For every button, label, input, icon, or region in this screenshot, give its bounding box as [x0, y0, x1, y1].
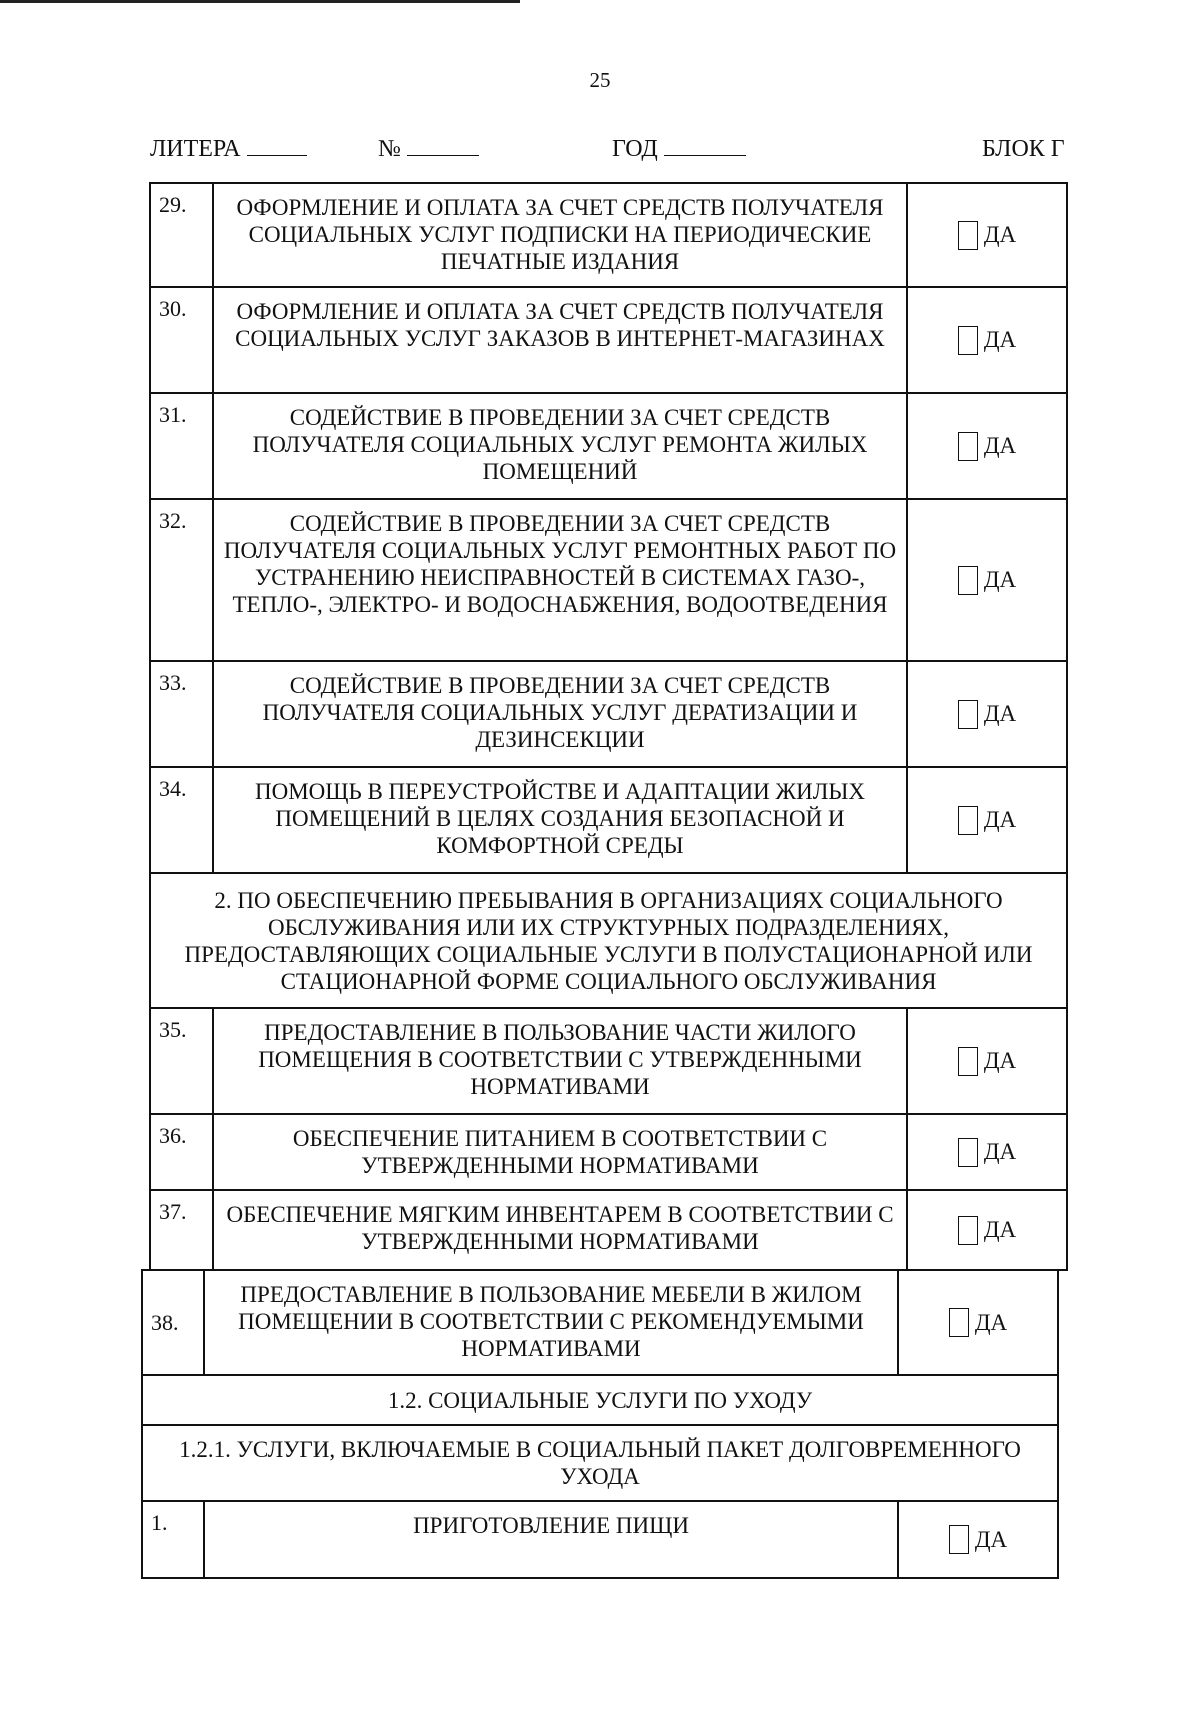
row-number: 37.	[151, 1191, 214, 1269]
yes-checkbox[interactable]	[908, 288, 1066, 392]
checkbox-square-icon[interactable]	[958, 806, 978, 835]
row-text: ОБЕСПЕЧЕНИЕ МЯГКИМ ИНВЕНТАРЕМ В СООТВЕТСТВИИ С УТВЕРЖДЕННЫМИ НОРМАТИВАМИ	[214, 1191, 908, 1269]
row-text: ПРЕДОСТАВЛЕНИЕ В ПОЛЬЗОВАНИЕ ЧАСТИ ЖИЛОГО ПОМЕЩЕНИЯ В СООТВЕТСТВИИ С УТВЕРЖДЕННЫМИ НОРМАТИВАМИ	[214, 1009, 908, 1113]
yes-label: ДА	[983, 567, 1017, 592]
yes-checkbox[interactable]	[908, 184, 1066, 286]
row-text: СОДЕЙСТВИЕ В ПРОВЕДЕНИИ ЗА СЧЕТ СРЕДСТВ ПОЛУЧАТЕЛЯ СОЦИАЛЬНЫХ УСЛУГ РЕМОНТА ЖИЛЫХ ПОМЕЩЕНИЙ	[214, 394, 908, 498]
row-text: ПОМОЩЬ В ПЕРЕУСТРОЙСТВЕ И АДАПТАЦИИ ЖИЛЫХ ПОМЕЩЕНИЙ В ЦЕЛЯХ СОЗДАНИЯ БЕЗОПАСНОЙ И КОМФОРТНОЙ СРЕДЫ	[214, 768, 908, 872]
row-text: СОДЕЙСТВИЕ В ПРОВЕДЕНИИ ЗА СЧЕТ СРЕДСТВ ПОЛУЧАТЕЛЯ СОЦИАЛЬНЫХ УСЛУГ РЕМОНТНЫХ РАБОТ ПО УСТРАНЕНИЮ НЕИСПРАВНОСТЕЙ В СИСТЕМАХ ГАЗО-, ТЕПЛО-, ЭЛЕКТРО- И ВОДОСНАБЖЕНИЯ, ВОДООТВЕДЕНИЯ	[214, 500, 908, 660]
checkbox-square-icon[interactable]	[958, 700, 978, 729]
number-label: №	[378, 136, 401, 162]
row-text: ОФОРМЛЕНИЕ И ОПЛАТА ЗА СЧЕТ СРЕДСТВ ПОЛУЧАТЕЛЯ СОЦИАЛЬНЫХ УСЛУГ ПОДПИСКИ НА ПЕРИОДИЧЕСКИЕ ПЕЧАТНЫЕ ИЗДАНИЯ	[214, 184, 908, 286]
service-row	[149, 1191, 1068, 1271]
yes-checkbox[interactable]	[908, 500, 1066, 660]
row-number: 32.	[151, 500, 214, 660]
litera-field	[150, 136, 307, 163]
service-row	[141, 1502, 1059, 1579]
service-row	[149, 768, 1068, 874]
checkbox-square-icon[interactable]	[958, 221, 978, 250]
service-row	[149, 1115, 1068, 1191]
year-blank[interactable]	[664, 137, 746, 156]
row-text: ПРИГОТОВЛЕНИЕ ПИЩИ	[205, 1502, 899, 1577]
yes-checkbox[interactable]	[908, 768, 1066, 872]
checkbox-square-icon[interactable]	[958, 326, 978, 355]
checkbox-square-icon[interactable]	[949, 1308, 969, 1337]
yes-checkbox[interactable]	[908, 662, 1066, 766]
row-text: ПРЕДОСТАВЛЕНИЕ В ПОЛЬЗОВАНИЕ МЕБЕЛИ В ЖИЛОМ ПОМЕЩЕНИИ В СООТВЕТСТВИИ С РЕКОМЕНДУЕМЫМИ НОРМАТИВАМИ	[205, 1271, 899, 1374]
yes-checkbox[interactable]	[899, 1271, 1057, 1374]
row-number: 38.	[143, 1271, 205, 1374]
yes-label: ДА	[983, 1217, 1017, 1242]
row-text: ОБЕСПЕЧЕНИЕ ПИТАНИЕМ В СООТВЕТСТВИИ С УТВЕРЖДЕННЫМИ НОРМАТИВАМИ	[214, 1115, 908, 1189]
checkbox-square-icon[interactable]	[958, 1138, 978, 1167]
row-number: 29.	[151, 184, 214, 286]
service-row	[149, 288, 1068, 394]
yes-label: ДА	[983, 327, 1017, 352]
yes-label: ДА	[983, 1139, 1017, 1164]
checkbox-square-icon[interactable]	[958, 1216, 978, 1245]
yes-label: ДА	[983, 1048, 1017, 1073]
row-number: 36.	[151, 1115, 214, 1189]
checkbox-square-icon[interactable]	[958, 1047, 978, 1076]
row-text: СОДЕЙСТВИЕ В ПРОВЕДЕНИИ ЗА СЧЕТ СРЕДСТВ ПОЛУЧАТЕЛЯ СОЦИАЛЬНЫХ УСЛУГ ДЕРАТИЗАЦИИ И ДЕЗИНСЕКЦИИ	[214, 662, 908, 766]
section-heading-2: 2. ПО ОБЕСПЕЧЕНИЮ ПРЕБЫВАНИЯ В ОРГАНИЗАЦИЯХ СОЦИАЛЬНОГО ОБСЛУЖИВАНИЯ ИЛИ ИХ СТРУКТУРНЫХ ПОДРАЗДЕЛЕНИЯХ, ПРЕДОСТАВЛЯЮЩИХ СОЦИАЛЬНЫЕ УСЛУГИ В ПОЛУСТАЦИОНАРНОЙ ИЛИ СТАЦИОНАРНОЙ ФОРМЕ СОЦИАЛЬНОГО ОБСЛУЖИВАНИЯ	[149, 874, 1068, 1009]
yes-label: ДА	[974, 1309, 1008, 1335]
row-text: ОФОРМЛЕНИЕ И ОПЛАТА ЗА СЧЕТ СРЕДСТВ ПОЛУЧАТЕЛЯ СОЦИАЛЬНЫХ УСЛУГ ЗАКАЗОВ В ИНТЕРНЕТ-МАГАЗИНАХ	[214, 288, 908, 392]
yes-checkbox[interactable]	[908, 1115, 1066, 1189]
service-row	[149, 1009, 1068, 1115]
row-number: 34.	[151, 768, 214, 872]
service-row	[149, 394, 1068, 500]
row-number: 1.	[143, 1502, 205, 1577]
row-number: 31.	[151, 394, 214, 498]
checkbox-square-icon[interactable]	[958, 566, 978, 595]
litera-blank[interactable]	[247, 137, 307, 156]
section-heading-1-2-1: 1.2.1. УСЛУГИ, ВКЛЮЧАЕМЫЕ В СОЦИАЛЬНЫЙ ПАКЕТ ДОЛГОВРЕМЕННОГО УХОДА	[141, 1426, 1059, 1502]
service-row	[149, 182, 1068, 288]
checkbox-square-icon[interactable]	[949, 1525, 969, 1554]
service-row	[149, 500, 1068, 662]
yes-label: ДА	[983, 433, 1017, 458]
yes-checkbox[interactable]	[908, 1009, 1066, 1113]
row-number: 35.	[151, 1009, 214, 1113]
number-field	[378, 136, 479, 163]
row-number: 33.	[151, 662, 214, 766]
litera-label: ЛИТЕРА	[150, 136, 241, 162]
section-heading-1-2: 1.2. СОЦИАЛЬНЫЕ УСЛУГИ ПО УХОДУ	[141, 1376, 1059, 1426]
checkbox-square-icon[interactable]	[958, 432, 978, 461]
yes-label: ДА	[983, 807, 1017, 832]
service-row	[141, 1269, 1059, 1376]
service-row	[149, 662, 1068, 768]
year-field	[612, 136, 746, 163]
yes-checkbox[interactable]	[908, 1191, 1066, 1269]
number-blank[interactable]	[407, 137, 479, 156]
block-label: БЛОК Г	[982, 136, 1065, 162]
scan-top-edge-line	[0, 0, 520, 3]
yes-label: ДА	[974, 1526, 1008, 1552]
page-number: 25	[589, 68, 611, 92]
row-number: 30.	[151, 288, 214, 392]
yes-checkbox[interactable]	[908, 394, 1066, 498]
year-label: ГОД	[612, 136, 658, 162]
yes-label: ДА	[983, 701, 1017, 726]
yes-label: ДА	[983, 222, 1017, 247]
yes-checkbox[interactable]	[899, 1502, 1057, 1577]
